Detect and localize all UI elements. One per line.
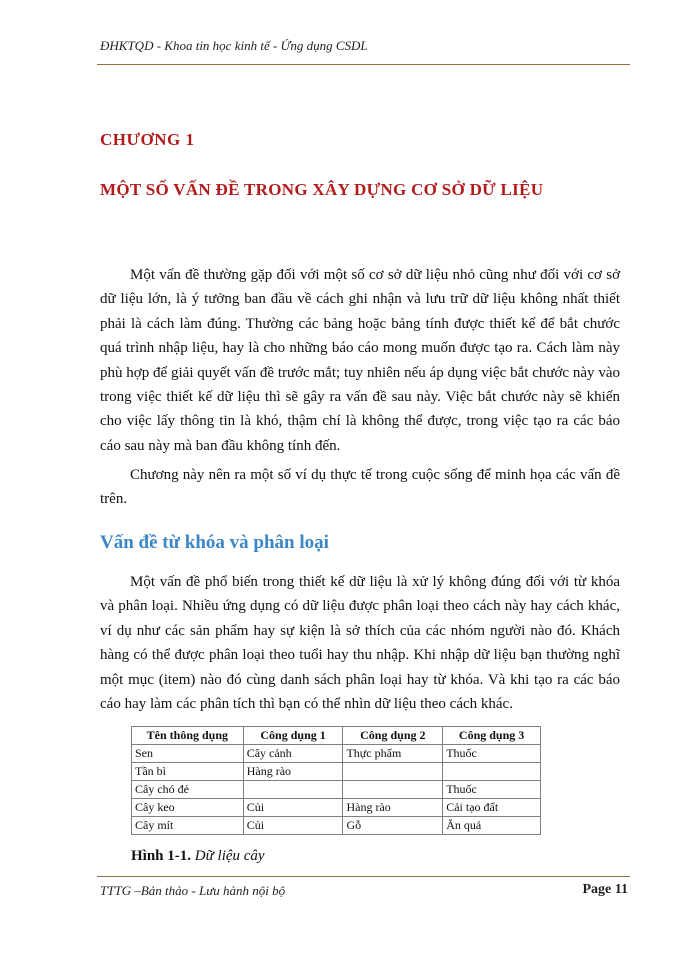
paragraph-chapter-scope: Chương này nên ra một số ví dụ thực tế trong cuộc sống để minh họa các vấn đề trên. — [100, 467, 620, 508]
table-header-cell: Công dụng 3 — [443, 727, 541, 745]
table-cell: Thuốc — [443, 745, 541, 763]
table-cell: Cây keo — [132, 799, 244, 817]
table-cell — [443, 763, 541, 781]
table-header-cell: Công dụng 2 — [343, 727, 443, 745]
table-cell: Hàng rào — [243, 763, 343, 781]
plant-usage-table — [131, 726, 541, 835]
table-cell: Ăn quả — [443, 817, 541, 835]
running-header: ĐHKTQD - Khoa tin học kinh tế - Ứng dụng CSDL — [100, 38, 368, 53]
page-number: Page 11 — [582, 882, 628, 897]
figure-caption — [131, 848, 265, 865]
footer-divider — [97, 876, 630, 877]
table-cell: Cây mít — [132, 817, 244, 835]
table-cell: Sen — [132, 745, 244, 763]
table-cell — [343, 763, 443, 781]
table-cell: Cải tạo đất — [443, 799, 541, 817]
table-row — [132, 745, 541, 763]
table-cell: Củi — [243, 817, 343, 835]
table-row — [132, 817, 541, 835]
table-cell: Thuốc — [443, 781, 541, 799]
table-cell — [343, 781, 443, 799]
paragraph-keywords-classification: Một vấn đề phổ biến trong thiết kế dữ liệu là xử lý không đúng đối với từ khóa và phân loại. Nhiều ứng dụng có dữ liệu được phân loại theo cách này hay cách khác, ví dụ như các sản phẩm hay sự kiện là sở thích của các nhóm người nào đó. Khách hàng có thể được phân loại theo tuổi hay thu nhập. Khi nhập dữ liệu bạn thường nghĩ một mục (item) nào đó cùng danh sách phân loại hay từ khóa. Và khi tạo ra các báo cáo hay làm các phân tích thì bạn có thể nhìn dữ liệu theo cách khác. — [100, 574, 620, 713]
table-cell: Củi — [243, 799, 343, 817]
table-row — [132, 799, 541, 817]
table-cell — [243, 781, 343, 799]
table-cell: Cây cảnh — [243, 745, 343, 763]
header-divider — [97, 64, 630, 65]
table-cell: Cây chó đẻ — [132, 781, 244, 799]
table-row — [132, 781, 541, 799]
table-cell: Thực phẩm — [343, 745, 443, 763]
table-header-row — [132, 727, 541, 745]
table-header-cell: Công dụng 1 — [243, 727, 343, 745]
table-header-cell: Tên thông dụng — [132, 727, 244, 745]
chapter-title: MỘT SỐ VẤN ĐỀ TRONG XÂY DỰNG CƠ SỞ DỮ LIỆU — [100, 180, 544, 199]
paragraph-intro: Một vấn đề thường gặp đối với một số cơ sở dữ liệu nhỏ cũng như đối với cơ sở dữ liệu lớn, là ý tưởng ban đầu về cách ghi nhận và lưu trữ dữ liệu không nhất thiết phải là cách làm đúng. Thường các bảng hoặc bảng tính được thiết kế để bắt chước quá trình nhập liệu, hay là cho những báo cáo mong muốn được tạo ra. Cách làm này phù hợp để giải quyết vấn đề trước mắt; tuy nhiên nếu áp dụng việc bắt chước này vào trong việc thiết kế dữ liệu thì sẽ gây ra vấn đề sau này. Việc bắt chước này sẽ khiến cho việc lấy thông tin là khó, thậm chí là không thể được, trong việc tạo ra các báo cáo sau này mà ban đầu không tính đến. — [100, 267, 620, 454]
table-cell: Hàng rào — [343, 799, 443, 817]
table-row — [132, 763, 541, 781]
table-cell: Tần bì — [132, 763, 244, 781]
chapter-number: CHƯƠNG 1 — [100, 130, 195, 149]
caption-label: Hình 1-1. — [131, 848, 192, 864]
table-cell: Gỗ — [343, 817, 443, 835]
caption-text: Dữ liệu cây — [194, 848, 265, 864]
running-footer: TTTG –Bản thảo - Lưu hành nội bộ — [100, 883, 286, 898]
section-heading: Vấn đề từ khóa và phân loại — [100, 532, 329, 553]
